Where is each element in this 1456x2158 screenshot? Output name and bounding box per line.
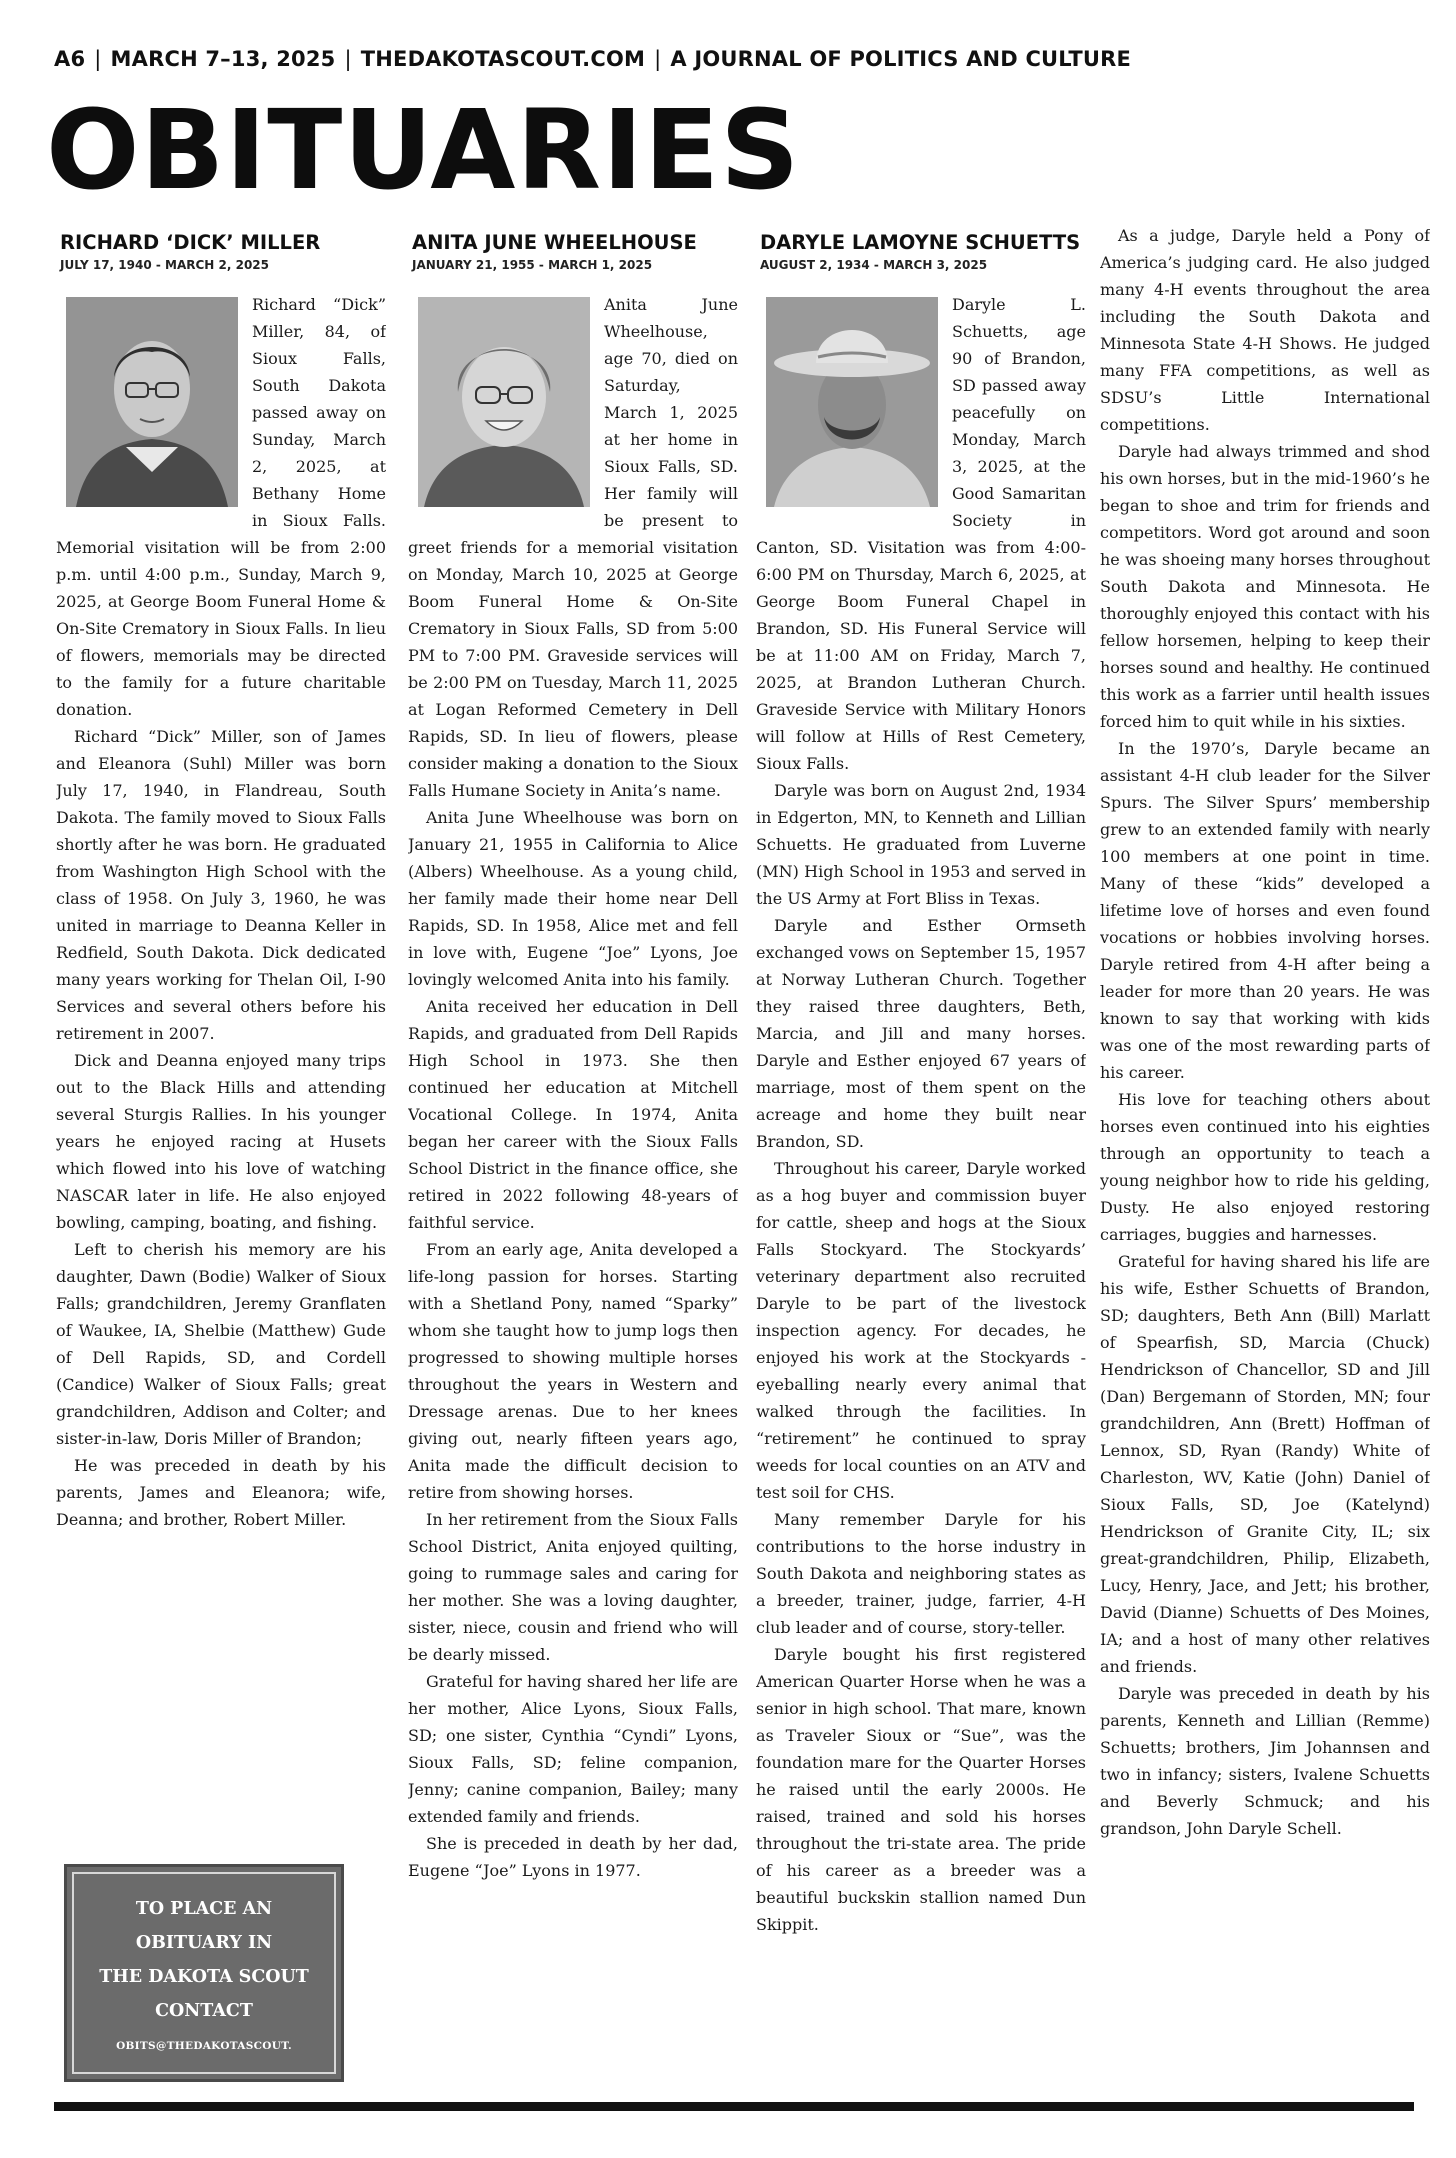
- obituary-schuetts-continued: [1100, 222, 1430, 2082]
- paragraph: Richard “Dick” Miller, son of James and Eleanora (Suhl) Miller was born July 17, 1940, in Flandreau, South Dakota. The family moved to Sioux Falls shortly after he was born. He graduated from Washington High School with the class of 1958. On July 3, 1960, he was united in marriage to Deanna Keller in Redfield, South Dakota. Dick dedicated many years working for Thelan Oil, I-90 Services and several others before his retirement in 2007.: [56, 727, 386, 1043]
- obituary-name: DARYLE LAMOYNE SCHUETTS: [760, 231, 1081, 254]
- promo-line: OBITUARY IN: [135, 1933, 273, 1953]
- paragraph: In the 1970’s, Daryle became an assistant 4-H club leader for the Silver Spurs. The Silver Spurs’ membership grew to an extended family with nearly 100 members at one point in time. Many of these “kids” developed a lifetime love of horses and even found vocations or hobbies involving horses. Daryle retired from 4-H after being a leader for more than 20 years. He was known to say that working with kids was one of the most rewarding parts of his career.: [1100, 739, 1430, 1082]
- portrait-photo: [766, 297, 938, 507]
- obituary-wheelhouse: [408, 230, 738, 2090]
- obituary-body: [1100, 222, 1430, 1842]
- obituary-dates: AUGUST 2, 1934 - MARCH 3, 2025: [760, 258, 988, 272]
- obituary-promo-box: [64, 1864, 344, 2082]
- paragraph: Throughout his career, Daryle worked as a hog buyer and commission buyer for cattle, sheep and hogs at the Sioux Falls Stockyard. The Stockyards’ veterinary department also recruited Daryle to be part of the livestock inspection agency. For decades, he enjoyed his work at the Stockyards - eyeballing nearly every animal that walked through the facilities. In “retirement” he continued to spray weeds for local counties on an ATV and test soil for CHS.: [756, 1159, 1086, 1502]
- paragraph: Grateful for having shared her life are her mother, Alice Lyons, Sioux Falls, SD; one sister, Cynthia “Cyndi” Lyons, Sioux Falls, SD; feline companion, Jenny; canine companion, Bailey; many extended family and friends.: [408, 1672, 738, 1826]
- portrait-photo: [418, 297, 590, 507]
- paragraph: Daryle L. Schuetts, age 90 of Brandon, SD passed away peacefully on Monday, March 3, 2025, at the Good Samaritan Society in Canton, SD. Visitation was from 4:00-6:00 PM on Thursday, March 6, 2025, at George Boom Funeral Chapel in Brandon, SD. His Funeral Service will be at 11:00 AM on Friday, March 7, 2025, at Brandon Lutheran Church. Graveside Service with Military Honors will follow at Hills of Rest Cemetery, Sioux Falls.: [756, 295, 1086, 773]
- promo-line: CONTACT: [155, 2001, 253, 2021]
- paragraph: Grateful for having shared his life are his wife, Esther Schuetts of Brandon, SD; daughters, Beth Ann (Bill) Marlatt of Spearfish, SD, Marcia (Chuck) Hendrickson of Chancellor, SD and Jill (Dan) Bergemann of Storden, MN; four grandchildren, Ann (Brett) Hoffman of Lennox, SD, Ryan (Randy) White of Charleston, WV, Katie (John) Daniel of Sioux Falls, SD, Joe (Katelynd) Hendrickson of Granite City, IL; six great-grandchildren, Philip, Elizabeth, Lucy, Henry, Jace, and Jett; his brother, David (Dianne) Schuetts of Des Moines, IA; and a host of many other relatives and friends.: [1100, 1252, 1430, 1676]
- promo-line: THE DAKOTA SCOUT: [99, 1967, 309, 1987]
- paragraph: Anita received her education in Dell Rapids, and graduated from Dell Rapids High School in 1973. She then continued her education at Mitchell Vocational College. In 1974, Anita began her career with the Sioux Falls School District in the finance office, she retired in 2022 following 48-years of faithful service.: [408, 997, 738, 1232]
- paragraph: Daryle was preceded in death by his parents, Kenneth and Lillian (Remme) Schuetts; brothers, Jim Johannsen and two in infancy; sisters, Ivalene Schuetts and Beverly Schmuck; and his grandson, John Daryle Schell.: [1100, 1684, 1430, 1838]
- tagline: A JOURNAL OF POLITICS AND CULTURE: [670, 47, 1132, 71]
- obituary-schuetts: [756, 230, 1086, 2090]
- obituary-dates: JULY 17, 1940 - MARCH 2, 2025: [60, 258, 270, 272]
- paragraph: Anita June Wheelhouse, age 70, died on Saturday, March 1, 2025 at her home in Sioux Falls, SD. Her family will be present to greet friends for a memorial visitation on Monday, March 10, 2025 at George Boom Funeral Home & On-Site Crematory in Sioux Falls, SD from 5:00 PM to 7:00 PM. Graveside services will be 2:00 PM on Tuesday, March 11, 2025 at Logan Reformed Cemetery in Dell Rapids, SD. In lieu of flowers, please consider making a donation to the Sioux Falls Humane Society in Anita’s name.: [408, 295, 738, 800]
- obituary-body: [56, 291, 386, 1533]
- paragraph: Left to cherish his memory are his daughter, Dawn (Bodie) Walker of Sioux Falls; grandchildren, Jeremy Granflaten of Waukee, IA, Shelbie (Matthew) Gude of Dell Rapids, SD, and Cordell (Candice) Walker of Sioux Falls; great grandchildren, Addison and Colter; and sister-in-law, Doris Miller of Brandon;: [56, 1240, 386, 1448]
- page-number: A6: [54, 47, 86, 71]
- promo-email[interactable]: OBITS@THEDAKOTASCOUT.: [116, 2040, 292, 2052]
- promo-inner: [72, 1872, 336, 2074]
- paragraph: Daryle was born on August 2nd, 1934 in Edgerton, MN, to Kenneth and Lillian Schuetts. He graduated from Luverne (MN) High School in 1953 and served in the US Army at Fort Bliss in Texas.: [756, 781, 1086, 908]
- obituary-name: ANITA JUNE WHEELHOUSE: [412, 231, 697, 254]
- paragraph: Dick and Deanna enjoyed many trips out to the Black Hills and attending several Sturgis Rallies. In his younger years he enjoyed racing at Husets which flowed into his love of watching NASCAR later in life. He also enjoyed bowling, camping, boating, and fishing.: [56, 1051, 386, 1232]
- portrait-photo: [66, 297, 238, 507]
- paragraph: Daryle and Esther Ormseth exchanged vows on September 15, 1957 at Norway Lutheran Church. Together they raised three daughters, Beth, Marcia, and Jill and many horses. Daryle and Esther enjoyed 67 years of marriage, most of them spent on the acreage and home they built near Brandon, SD.: [756, 916, 1086, 1151]
- paragraph: He was preceded in death by his parents, James and Eleanora; wife, Deanna; and brother, Robert Miller.: [56, 1456, 386, 1529]
- page-header: A6 | MARCH 7–13, 2025 | THEDAKOTASCOUT.COM | A JOURNAL OF POLITICS AND CULTURE: [54, 47, 1132, 71]
- obituary-dates: JANUARY 21, 1955 - MARCH 1, 2025: [412, 258, 653, 272]
- issue-date: MARCH 7–13, 2025: [110, 47, 336, 71]
- section-title: OBITUARIES: [46, 86, 801, 214]
- paragraph: Daryle had always trimmed and shod his own horses, but in the mid-1960’s he began to shoe and trim for friends and competitors. Word got around and soon he was shoeing many horses throughout South Dakota and Minnesota. He thoroughly enjoyed this contact with his fellow horsemen, helping to keep their horses sound and healthy. He continued this work as a farrier until health issues forced him to quit while in his sixties.: [1100, 442, 1430, 731]
- paragraph: Daryle bought his first registered American Quarter Horse when he was a senior in high school. That mare, known as Traveler Sioux or “Sue”, was the foundation mare for the Quarter Horses he raised until the early 2000s. He raised, trained and sold his horses throughout the tri-state area. The pride of his career as a breeder was a beautiful buckskin stallion named Dun Skippit.: [756, 1645, 1086, 1934]
- paragraph: In her retirement from the Sioux Falls School District, Anita enjoyed quilting, going to rummage sales and caring for her mother. She was a loving daughter, sister, niece, cousin and friend who will be dearly missed.: [408, 1510, 738, 1664]
- obituary-body: [756, 291, 1086, 1938]
- paragraph: Richard “Dick” Miller, 84, of Sioux Falls, South Dakota passed away on Sunday, March 2, 2025, at Bethany Home in Sioux Falls. Memorial visitation will be from 2:00 p.m. until 4:00 p.m., Sunday, March 9, 2025, at George Boom Funeral Home & On-Site Crematory in Sioux Falls. In lieu of flowers, memorials may be directed to the family for a future charitable donation.: [56, 295, 386, 719]
- paragraph: Anita June Wheelhouse was born on January 21, 1955 in California to Alice (Albers) Wheelhouse. As a young child, her family made their home near Dell Rapids, SD. In 1958, Alice met and fell in love with, Eugene “Joe” Lyons, Joe lovingly welcomed Anita into his family.: [408, 808, 738, 989]
- site-name: THEDAKOTASCOUT.COM: [360, 47, 646, 71]
- paragraph: As a judge, Daryle held a Pony of America’s judging card. He also judged many 4-H events throughout the area including the South Dakota and Minnesota State 4-H Shows. He judged many FFA competitions, as well as SDSU’s Little International competitions.: [1100, 226, 1430, 434]
- paragraph: She is preceded in death by her dad, Eugene “Joe” Lyons in 1977.: [408, 1834, 738, 1880]
- obituary-miller: [56, 230, 386, 2090]
- obituary-name: RICHARD ‘DICK’ MILLER: [60, 231, 321, 254]
- paragraph: Many remember Daryle for his contributions to the horse industry in South Dakota and neighboring states as a breeder, trainer, judge, farrier, 4-H club leader and of course, story-teller.: [756, 1510, 1086, 1637]
- promo-line: TO PLACE AN: [135, 1899, 273, 1919]
- paragraph: His love for teaching others about horses even continued into his eighties through an opportunity to teach a young neighbor how to ride his gelding, Dusty. He also enjoyed restoring carriages, buggies and harnesses.: [1100, 1090, 1430, 1244]
- obituary-body: [408, 291, 738, 1884]
- paragraph: From an early age, Anita developed a life-long passion for horses. Starting with a Shetland Pony, named “Sparky” whom she taught how to jump logs then progressed to showing multiple horses throughout the years in Western and Dressage arenas. Due to her knees giving out, nearly fifteen years ago, Anita made the difficult decision to retire from showing horses.: [408, 1240, 738, 1502]
- footer-rule: [54, 2102, 1414, 2111]
